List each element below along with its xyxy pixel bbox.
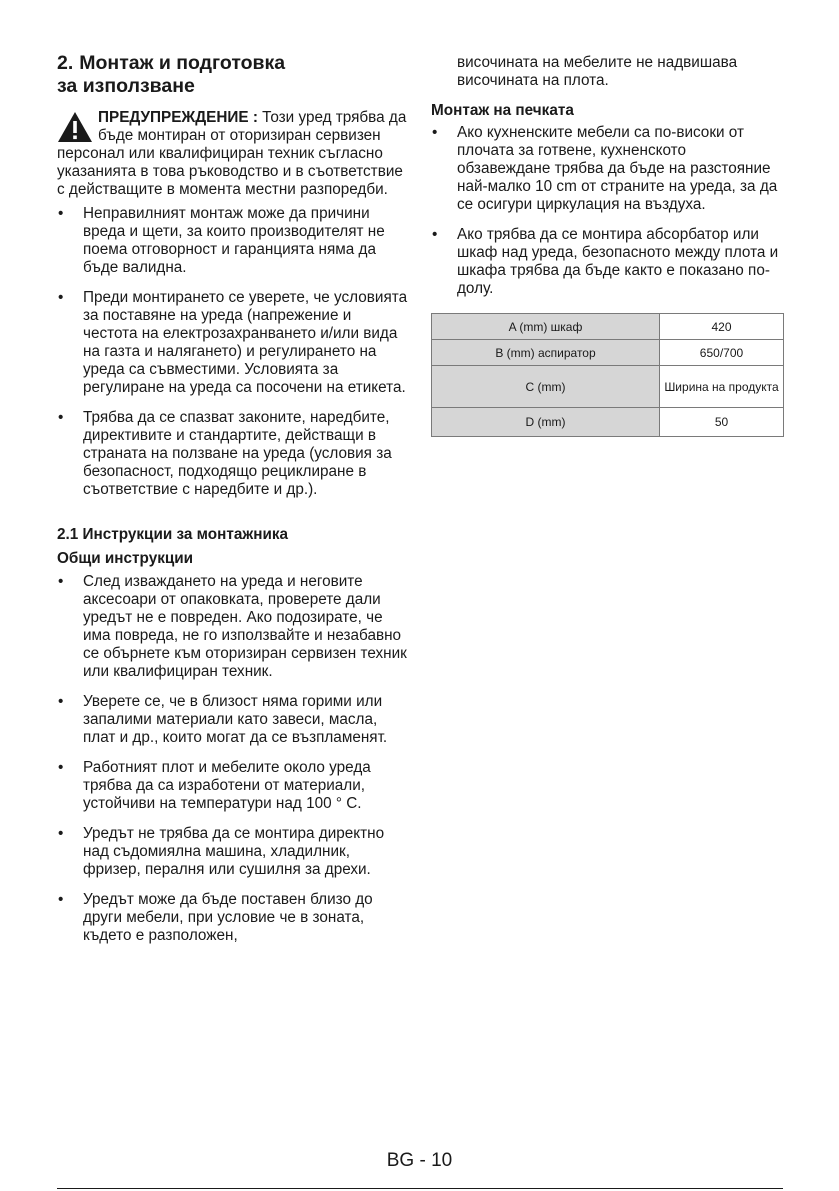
clearance-table bbox=[431, 313, 784, 437]
list-item: • Уредът не трябва да се монтира директно над съдомиялна машина, хладилник, фризер, пералня или сушилня за дрехи. bbox=[57, 825, 409, 879]
section-title-line2: за използване bbox=[57, 75, 195, 97]
list-item: • Работният плот и мебелите около уреда трябва да са изработени от материали, устойчиви на температури над 100 ° C. bbox=[57, 759, 409, 813]
list-item: • Уредът може да бъде поставен близо до други мебели, при условие че в зоната, където е разположен, bbox=[57, 891, 409, 945]
general-instructions-heading: Общи инструкции bbox=[57, 550, 194, 567]
warning-triangle-icon bbox=[57, 111, 93, 143]
installation-bullets bbox=[57, 205, 409, 499]
table-row bbox=[432, 340, 784, 366]
table-cell-key: B (mm) аспиратор bbox=[432, 340, 660, 366]
table-cell-value: 650/700 bbox=[660, 340, 784, 366]
list-item: • Преди монтирането се уверете, че условията за поставяне на уреда (напрежение и честота на електрозахранването и/или вида на газта и налягането) и регулирането на уреда са съвместими. Условията за регулиране на уреда са посочени на етикета. bbox=[57, 289, 409, 397]
table-cell-value: 50 bbox=[660, 408, 784, 437]
table-cell-key: A (mm) шкаф bbox=[432, 314, 660, 340]
list-item: • Ако трябва да се монтира абсорбатор или шкаф над уреда, безопасното между плота и шкафа трябва да бъде както е показано по-долу. bbox=[431, 226, 783, 298]
table-row bbox=[432, 408, 784, 437]
list-item: • Уверете се, че в близост няма горими или запалими материали като завеси, масла, плат и др., които могат да се възпламенят. bbox=[57, 693, 409, 747]
stove-bullets bbox=[431, 124, 783, 298]
section-number: 2. bbox=[57, 52, 74, 74]
list-item: • След изваждането на уреда и неговите аксесоари от опаковката, проверете дали уредът не е повреден. Ако подозирате, че има повреда, не го използвайте и незабавно се обърнете към оторизиран сервизен техник или квалифициран техник. bbox=[57, 573, 409, 681]
table-cell-value: Ширина на продукта bbox=[660, 366, 784, 408]
stove-installation-heading: Монтаж на печката bbox=[431, 102, 574, 119]
list-item: • Трябва да се спазват законите, наредбите, директивите и стандартите, действащи в страната на ползване на уреда (условия за безопасност, подходящо рециклиране в съответствие с наредбите и др.). bbox=[57, 409, 409, 499]
section-title-line1: Монтаж и подготовка bbox=[79, 52, 286, 74]
table-cell-value: 420 bbox=[660, 314, 784, 340]
left-column bbox=[57, 52, 409, 945]
continuation-text: височината на мебелите не надвишава височината на плота. bbox=[457, 54, 738, 89]
section-heading bbox=[57, 52, 409, 98]
subsection-heading: 2.1 Инструкции за монтажника bbox=[57, 526, 289, 543]
footer-divider bbox=[57, 1188, 783, 1189]
table-cell-key: C (mm) bbox=[432, 366, 660, 408]
list-item: • Ако кухненските мебели са по-високи от плочата за готвене, кухненското обзавеждане трябва да бъде на разстояние най-малко 10 cm от страните на уреда, за да се осигури циркулация на въздуха. bbox=[431, 124, 783, 214]
warning-block bbox=[57, 109, 409, 199]
table-cell-key: D (mm) bbox=[432, 408, 660, 437]
table-row bbox=[432, 366, 784, 408]
right-column bbox=[431, 52, 783, 437]
table-row bbox=[432, 314, 784, 340]
page-number: BG - 10 bbox=[386, 1150, 453, 1171]
list-item: • Неправилният монтаж може да причини вреда и щети, за които производителят не поема отговорност и гаранцията няма да бъде валидна. bbox=[57, 205, 409, 277]
warning-title: ПРЕДУПРЕЖДЕНИЕ : bbox=[98, 109, 258, 126]
warning-text: Този уред трябва да бъде монтиран от оторизиран сервизен персонал или квалифициран техник съгласно указанията в това ръководство и в съответствие с действащите в момента местни разпоредби. bbox=[57, 109, 407, 198]
general-instructions-bullets bbox=[57, 573, 409, 945]
